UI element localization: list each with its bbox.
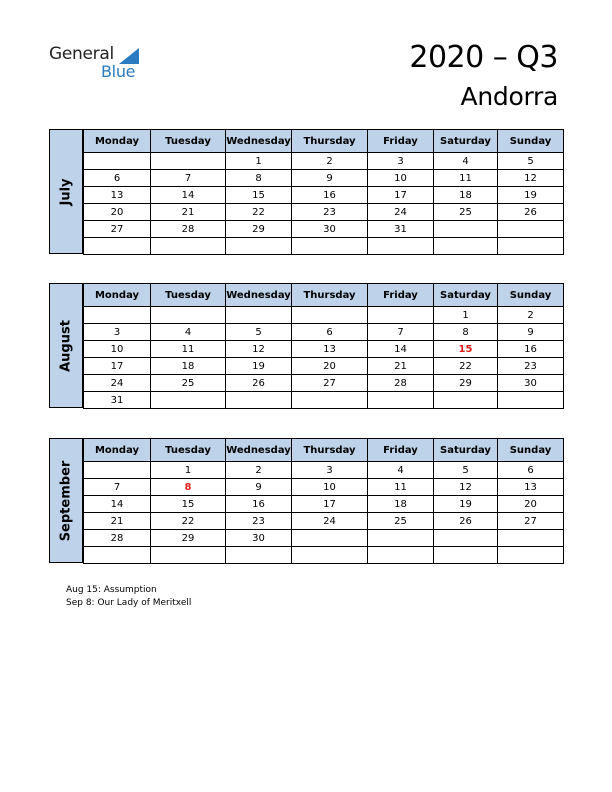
day-cell: 14 [368,341,434,358]
weekday-header: Wednesday [226,284,292,307]
weekday-header: Friday [368,284,434,307]
day-cell: 27 [84,221,151,238]
day-cell [151,547,226,564]
day-cell [434,530,498,547]
weekday-header: Wednesday [226,439,292,462]
day-cell: 11 [368,479,434,496]
day-cell: 23 [226,513,292,530]
day-cell [151,307,226,324]
day-cell [434,392,498,409]
day-cell: 19 [498,187,564,204]
day-cell [498,238,564,255]
weekday-header: Friday [368,130,434,153]
day-cell: 20 [498,496,564,513]
day-cell: 11 [151,341,226,358]
day-cell: 25 [368,513,434,530]
day-cell [226,238,292,255]
day-cell: 9 [498,324,564,341]
day-cell [498,221,564,238]
week-row [84,204,564,221]
logo-word-blue: Blue [101,62,136,81]
day-cell: 22 [151,513,226,530]
day-cell: 3 [292,462,368,479]
week-row [84,462,564,479]
day-cell: 10 [84,341,151,358]
weekday-header: Tuesday [151,130,226,153]
week-row [84,187,564,204]
weekday-header: Monday [84,439,151,462]
day-cell [498,392,564,409]
day-cell: 11 [434,170,498,187]
day-cell: 24 [368,204,434,221]
day-cell: 13 [84,187,151,204]
day-cell: 7 [368,324,434,341]
day-cell: 28 [368,375,434,392]
day-cell: 24 [292,513,368,530]
day-cell: 26 [434,513,498,530]
day-cell: 3 [84,324,151,341]
day-cell: 7 [84,479,151,496]
day-cell [84,307,151,324]
day-cell: 1 [434,307,498,324]
day-cell: 30 [498,375,564,392]
page-title: 2020 – Q3 [409,40,558,75]
day-cell [434,238,498,255]
day-cell: 5 [498,153,564,170]
day-cell: 28 [151,221,226,238]
week-row [84,375,564,392]
week-row [84,513,564,530]
weekday-header: Sunday [498,130,564,153]
day-cell: 3 [368,153,434,170]
holiday-note: Sep 8: Our Lady of Meritxell [66,598,192,608]
month-grid [83,438,564,564]
day-cell: 17 [292,496,368,513]
day-cell: 6 [498,462,564,479]
day-cell: 2 [226,462,292,479]
day-cell: 9 [226,479,292,496]
day-cell: 1 [151,462,226,479]
day-cell: 31 [368,221,434,238]
day-cell [292,547,368,564]
day-cell: 30 [226,530,292,547]
week-row [84,530,564,547]
day-cell [292,392,368,409]
day-cell: 8 [226,170,292,187]
day-cell: 4 [368,462,434,479]
month-grid [83,129,564,255]
day-cell [84,462,151,479]
weekday-header: Tuesday [151,439,226,462]
day-cell: 17 [84,358,151,375]
day-cell: 6 [292,324,368,341]
holiday-note: Aug 15: Assumption [66,585,157,595]
day-cell: 24 [84,375,151,392]
day-cell [498,530,564,547]
day-cell [292,530,368,547]
day-cell: 14 [151,187,226,204]
week-row [84,358,564,375]
weekday-header: Saturday [434,130,498,153]
day-cell: 9 [292,170,368,187]
weekday-header: Thursday [292,439,368,462]
day-cell [151,153,226,170]
day-cell: 30 [292,221,368,238]
day-cell: 8 [151,479,226,496]
day-cell: 29 [151,530,226,547]
day-cell: 2 [292,153,368,170]
day-cell: 14 [84,496,151,513]
day-cell: 29 [434,375,498,392]
day-cell: 22 [434,358,498,375]
day-cell: 10 [292,479,368,496]
day-cell: 19 [434,496,498,513]
month-name: August [58,319,74,372]
day-cell [84,153,151,170]
day-cell [498,547,564,564]
day-cell [368,530,434,547]
weekday-header: Saturday [434,439,498,462]
month-name: September [58,460,74,541]
month-name: July [58,177,74,206]
day-cell: 18 [368,496,434,513]
month-label-panel [49,283,83,408]
day-cell: 19 [226,358,292,375]
day-cell: 5 [226,324,292,341]
day-cell: 12 [498,170,564,187]
day-cell [226,392,292,409]
weekday-header: Thursday [292,130,368,153]
day-cell: 23 [498,358,564,375]
month-grid [83,283,564,409]
day-cell: 10 [368,170,434,187]
week-row [84,238,564,255]
day-cell: 26 [498,204,564,221]
day-cell: 13 [292,341,368,358]
weekday-header-row [84,284,564,307]
day-cell [151,238,226,255]
weekday-header-row [84,130,564,153]
day-cell: 15 [151,496,226,513]
day-cell [368,307,434,324]
day-cell: 25 [434,204,498,221]
weekday-header: Thursday [292,284,368,307]
day-cell: 13 [498,479,564,496]
weekday-header: Tuesday [151,284,226,307]
day-cell: 21 [84,513,151,530]
day-cell: 25 [151,375,226,392]
weekday-header: Monday [84,130,151,153]
day-cell [292,238,368,255]
day-cell: 6 [84,170,151,187]
day-cell [434,221,498,238]
holiday-notes [66,584,191,610]
day-cell: 16 [498,341,564,358]
day-cell [151,392,226,409]
day-cell [226,307,292,324]
week-row [84,324,564,341]
week-row [84,221,564,238]
day-cell: 2 [498,307,564,324]
month-block-july [49,129,563,254]
day-cell [368,392,434,409]
day-cell: 17 [368,187,434,204]
day-cell: 4 [151,324,226,341]
day-cell [84,547,151,564]
day-cell [292,307,368,324]
day-cell: 5 [434,462,498,479]
logo-word-general: General [49,44,114,64]
week-row [84,479,564,496]
week-row [84,496,564,513]
day-cell: 12 [434,479,498,496]
day-cell: 27 [292,375,368,392]
day-cell: 16 [292,187,368,204]
weekday-header: Wednesday [226,130,292,153]
week-row [84,341,564,358]
day-cell [368,238,434,255]
day-cell: 18 [151,358,226,375]
day-cell: 26 [226,375,292,392]
day-cell: 16 [226,496,292,513]
month-block-august [49,283,563,408]
week-row [84,392,564,409]
day-cell [434,547,498,564]
day-cell: 20 [84,204,151,221]
day-cell: 18 [434,187,498,204]
weekday-header: Friday [368,439,434,462]
weekday-header: Sunday [498,439,564,462]
day-cell: 31 [84,392,151,409]
weekday-header: Sunday [498,284,564,307]
day-cell: 15 [434,341,498,358]
day-cell: 12 [226,341,292,358]
week-row [84,153,564,170]
weekday-header: Saturday [434,284,498,307]
week-row [84,307,564,324]
weekday-header: Monday [84,284,151,307]
day-cell: 15 [226,187,292,204]
day-cell [226,547,292,564]
day-cell: 23 [292,204,368,221]
month-label-panel [49,129,83,254]
day-cell [84,238,151,255]
week-row [84,170,564,187]
brand-logo [49,44,159,84]
day-cell: 20 [292,358,368,375]
day-cell: 21 [368,358,434,375]
weekday-header-row [84,439,564,462]
day-cell: 4 [434,153,498,170]
day-cell: 7 [151,170,226,187]
day-cell: 27 [498,513,564,530]
day-cell [368,547,434,564]
day-cell: 1 [226,153,292,170]
month-block-september [49,438,563,563]
day-cell: 21 [151,204,226,221]
day-cell: 29 [226,221,292,238]
month-label-panel [49,438,83,563]
day-cell: 22 [226,204,292,221]
country-name: Andorra [460,82,558,111]
day-cell: 8 [434,324,498,341]
day-cell: 28 [84,530,151,547]
week-row [84,547,564,564]
